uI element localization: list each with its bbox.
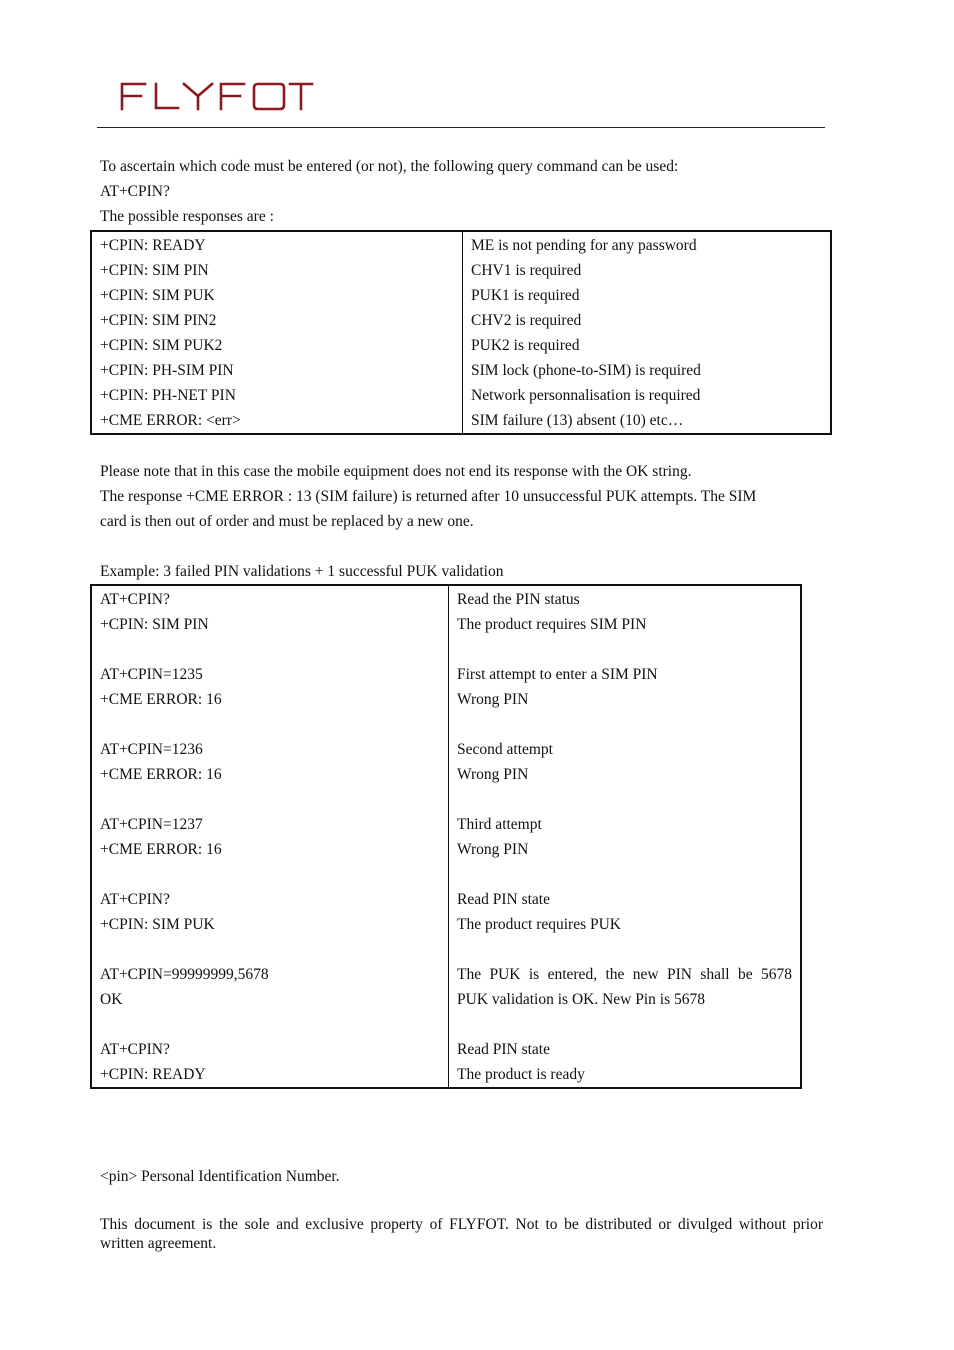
command-line: +CME ERROR: 16 <box>100 766 222 783</box>
responses-column <box>91 231 463 434</box>
command-line: AT+CPIN=1235 <box>100 666 203 683</box>
description-line: The product is ready <box>457 1066 585 1083</box>
command-line <box>100 712 440 737</box>
command-line: AT+CPIN=1236 <box>100 741 203 758</box>
command-line: +CME ERROR: 16 <box>100 841 222 858</box>
note-text: card is then out of order and must be replaced by a new one. <box>100 513 474 530</box>
command-line: AT+CPIN? <box>100 891 170 908</box>
command-line <box>100 1012 440 1037</box>
description-line: Read PIN state <box>457 891 550 908</box>
meaning-cell: Network personnalisation is required <box>471 387 701 404</box>
description-line <box>457 787 792 812</box>
description-line <box>457 937 792 962</box>
command-line <box>100 862 440 887</box>
note-text: The response +CME ERROR : 13 (SIM failure) is returned after 10 unsuccessful PUK attempts. The SIM <box>100 488 757 505</box>
responses-caption: The possible responses are : <box>100 208 274 225</box>
meaning-column <box>463 231 832 434</box>
description-line: Wrong PIN <box>457 691 529 708</box>
example-title: Example: 3 failed PIN validations + 1 successful PUK validation <box>100 563 504 580</box>
meaning-cell: ME is not pending for any password <box>471 237 697 254</box>
intro-text: To ascertain which code must be entered (or not), the following query command can be used: <box>100 158 679 175</box>
example-table <box>90 584 802 1089</box>
command-line <box>100 787 440 812</box>
meaning-cell: PUK2 is required <box>471 337 580 354</box>
meaning-cell: SIM failure (13) absent (10) etc… <box>471 412 684 429</box>
description-line <box>457 637 792 662</box>
description-line <box>457 1012 792 1037</box>
header-rule <box>97 127 825 128</box>
command-column <box>91 585 449 1088</box>
description-line: Wrong PIN <box>457 841 529 858</box>
flyfot-logo <box>118 80 314 112</box>
response-cell: +CME ERROR: <err> <box>100 412 241 429</box>
pin-definition: <pin> Personal Identification Number. <box>100 1168 340 1185</box>
meaning-cell: CHV1 is required <box>471 262 582 279</box>
meaning-cell: SIM lock (phone-to-SIM) is required <box>471 362 701 379</box>
command-line: AT+CPIN=99999999,5678 <box>100 966 269 983</box>
description-line: Third attempt <box>457 816 542 833</box>
table-row <box>91 585 801 1088</box>
description-line <box>457 712 792 737</box>
query-command: AT+CPIN? <box>100 183 170 200</box>
description-line: First attempt to enter a SIM PIN <box>457 666 658 683</box>
command-line: AT+CPIN? <box>100 1041 170 1058</box>
command-line: +CPIN: SIM PUK <box>100 916 215 933</box>
response-cell: +CPIN: PH-NET PIN <box>100 387 236 404</box>
meaning-cell: CHV2 is required <box>471 312 582 329</box>
description-line: Read PIN state <box>457 1041 550 1058</box>
description-line: The PUK is entered, the new PIN shall be 5678 <box>457 966 792 983</box>
response-cell: +CPIN: SIM PUK <box>100 287 215 304</box>
meaning-cell: PUK1 is required <box>471 287 580 304</box>
response-cell: +CPIN: SIM PIN <box>100 262 209 279</box>
command-line: +CPIN: SIM PIN <box>100 616 209 633</box>
command-line <box>100 637 440 662</box>
response-cell: +CPIN: SIM PIN2 <box>100 312 217 329</box>
note-text: Please note that in this case the mobile equipment does not end its response with the OK string. <box>100 463 692 480</box>
responses-table <box>90 230 832 435</box>
description-line: Read the PIN status <box>457 591 580 608</box>
command-line <box>100 937 440 962</box>
description-column <box>449 585 802 1088</box>
response-cell: +CPIN: SIM PUK2 <box>100 337 223 354</box>
description-line: Wrong PIN <box>457 766 529 783</box>
footer-note: This document is the sole and exclusive property of FLYFOT. Not to be distributed or divulged without prior written agreement. <box>100 1216 823 1252</box>
response-cell: +CPIN: READY <box>100 237 206 254</box>
response-cell: +CPIN: PH-SIM PIN <box>100 362 234 379</box>
description-line: Second attempt <box>457 741 553 758</box>
command-line: OK <box>100 991 123 1008</box>
table-row <box>91 231 831 434</box>
command-line: +CME ERROR: 16 <box>100 691 222 708</box>
description-line <box>457 862 792 887</box>
command-line: +CPIN: READY <box>100 1066 206 1083</box>
command-line: AT+CPIN? <box>100 591 170 608</box>
command-line: AT+CPIN=1237 <box>100 816 203 833</box>
description-line: The product requires PUK <box>457 916 621 933</box>
description-line: PUK validation is OK. New Pin is 5678 <box>457 991 705 1008</box>
description-line: The product requires SIM PIN <box>457 616 647 633</box>
